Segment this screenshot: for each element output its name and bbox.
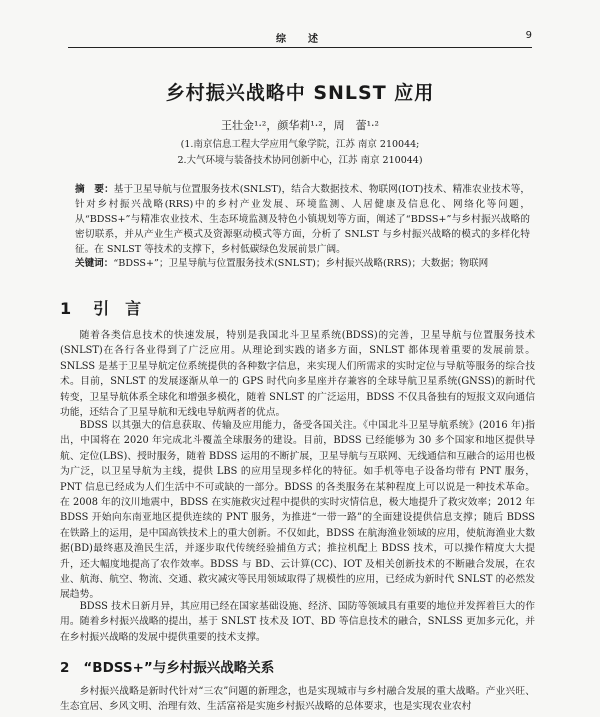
- section-2-heading: [60, 656, 274, 676]
- keywords: [75, 256, 530, 271]
- body-paragraph: BDSS 以其强大的信息获取、传输及应用能力，备受各国关注。《中国北斗卫星导航系统》(2016 年)指出，中国将在 2020 年完成北斗覆盖全球服务的建设。目前，BDSS 已经能够为 30 多个国家和地区提供导航、定位(LBS)、授时服务，随着 BDSS 运用的不断扩展，卫星导航与互联网、无线通信和互融合的运用也极为广泛，以卫星导航为主线，提供 LBS 的应用呈现多样化的特征。如手机等电子设备均带有 PNT 服务，PNT 信息已经成为人们生活中不可或缺的一部分。BDSS 的各类服务在某种程度上可以说是一种技术革命。在 2008 年的汶川地震中，BDSS 在实施救灾过程中提供的实时灾情信息，极大地提升了救灾效率；2012 年 BDSS 开始向东南亚地区提供连续的 PNT 服务，为推进“一带一路”的全面建设提供信息支撑；随后 BDSS 在铁路上的运用，是中国高铁技术上的重大创新。不仅如此，BDSS 在航海渔业领域的应用，使航海渔业大数据(BD)最终惠及渔民生活，并逐步取代传统经验捕鱼方式；推拉机配上 BDSS 技术，可以操作精度大大提升，还大幅度地提高了农作效率。BDSS 与 BD、云计算(CC)、IOT 及相关创新技术的不断融合发展，在农业、航海、航空、物流、交通、救灾减灾等民用领域取得了规模性的应用，已经成为新时代 SNLST 的必然发展趋势。: [60, 420, 535, 601]
- body-paragraph: 乡村振兴战略是新时代针对“三农”问题的新理念，也是实现城市与乡村融合发展的重大战略。产业兴旺、生态宜居、乡风文明、治理有效、生活富裕是实施乡村振兴战略的总体要求，也是实现农业农村: [60, 686, 535, 713]
- section-label: 综 述: [276, 34, 324, 45]
- section-2-title: “BDSS+”与乡村振兴战略关系: [83, 660, 275, 676]
- running-header: [68, 30, 532, 44]
- section-1-number: 1: [60, 299, 72, 318]
- affiliation-1: (1.南京信息工程大学应用气象学院，江苏 南京 210044;: [180, 139, 420, 150]
- keywords-label: 关键词：: [75, 258, 114, 269]
- section-1-title: 引 言: [93, 299, 142, 318]
- paper-title: 乡村振兴战略中 SNLST 应用: [165, 82, 435, 104]
- abstract-label: 摘 要：: [75, 184, 114, 195]
- page-number: 9: [525, 30, 532, 41]
- affiliation-2: 2.大气环境与装备技术协同创新中心，江苏 南京 210044): [177, 155, 423, 166]
- abstract: [75, 182, 530, 257]
- section-2-number: 2: [60, 660, 70, 676]
- abstract-text: 基于卫星导航与位置服务技术(SNLST)，结合大数据技术、物联网(IOT)技术、精准农业技术等，针对乡村振兴战略(RRS)中的乡村产业发展、环境监测、人居健康及信息化、网络化等问题，从“BDSS+”与精准农业技术、生态环境监测及特色小镇规划等方面，阐述了“BDSS+”与乡村振兴战略的密切联系，并从产业生产模式及资源驱动模式等方面，分析了 SNLST 与乡村振兴战略的模式的多样化特征。在 SNLST 等技术的支撑下，乡村低碳绿色发展前景广阔。: [75, 184, 530, 255]
- keywords-text: “BDSS+”；卫星导航与位置服务技术(SNLST)；乡村振兴战略(RRS)；大数据；物联网: [113, 258, 489, 269]
- body-paragraph: BDSS 技术日新月异，其应用已经在国家基础设施、经济、国防等领域具有重要的地位并发挥着巨大的作用。随着乡村振兴战略的提出，基于 SNLST 技术及 IOT、BD 等信息技术的融合，SNLSS 更加多元化，并在乡村振兴战略的发展中提供重要的技术支撑。: [60, 601, 535, 643]
- authors: 王壮金¹·²，颜华莉¹·²，周 蕾¹·²: [221, 119, 379, 132]
- section-1-heading: [60, 296, 141, 319]
- body-paragraph: 随着各类信息技术的快速发展，特别是我国北斗卫星系统(BDSS)的完善，卫星导航与位置服务技术(SNLST)在各行各业得到了广泛应用。从理论到实践的诸多方面，SNLST 都体现着重要的发展前景。SNLSS 是基于卫星导航定位系统提供的各种数字信息，来实现人们所需求的实时定位与导航等服务的综合技术。目前，SNLST 的发展逐渐从单一的 GPS 时代向多星座并存兼容的全球导航卫星系统(GNSS)的新时代转变，卫星导航体系全球化和增强多模化，随着 SNLST 的广泛运用，BDSS 不仅具备独有的短报文双向通信功能，还结合了卫星导航和无线电导航两者的优点。: [60, 330, 535, 419]
- header-rule: [68, 47, 532, 48]
